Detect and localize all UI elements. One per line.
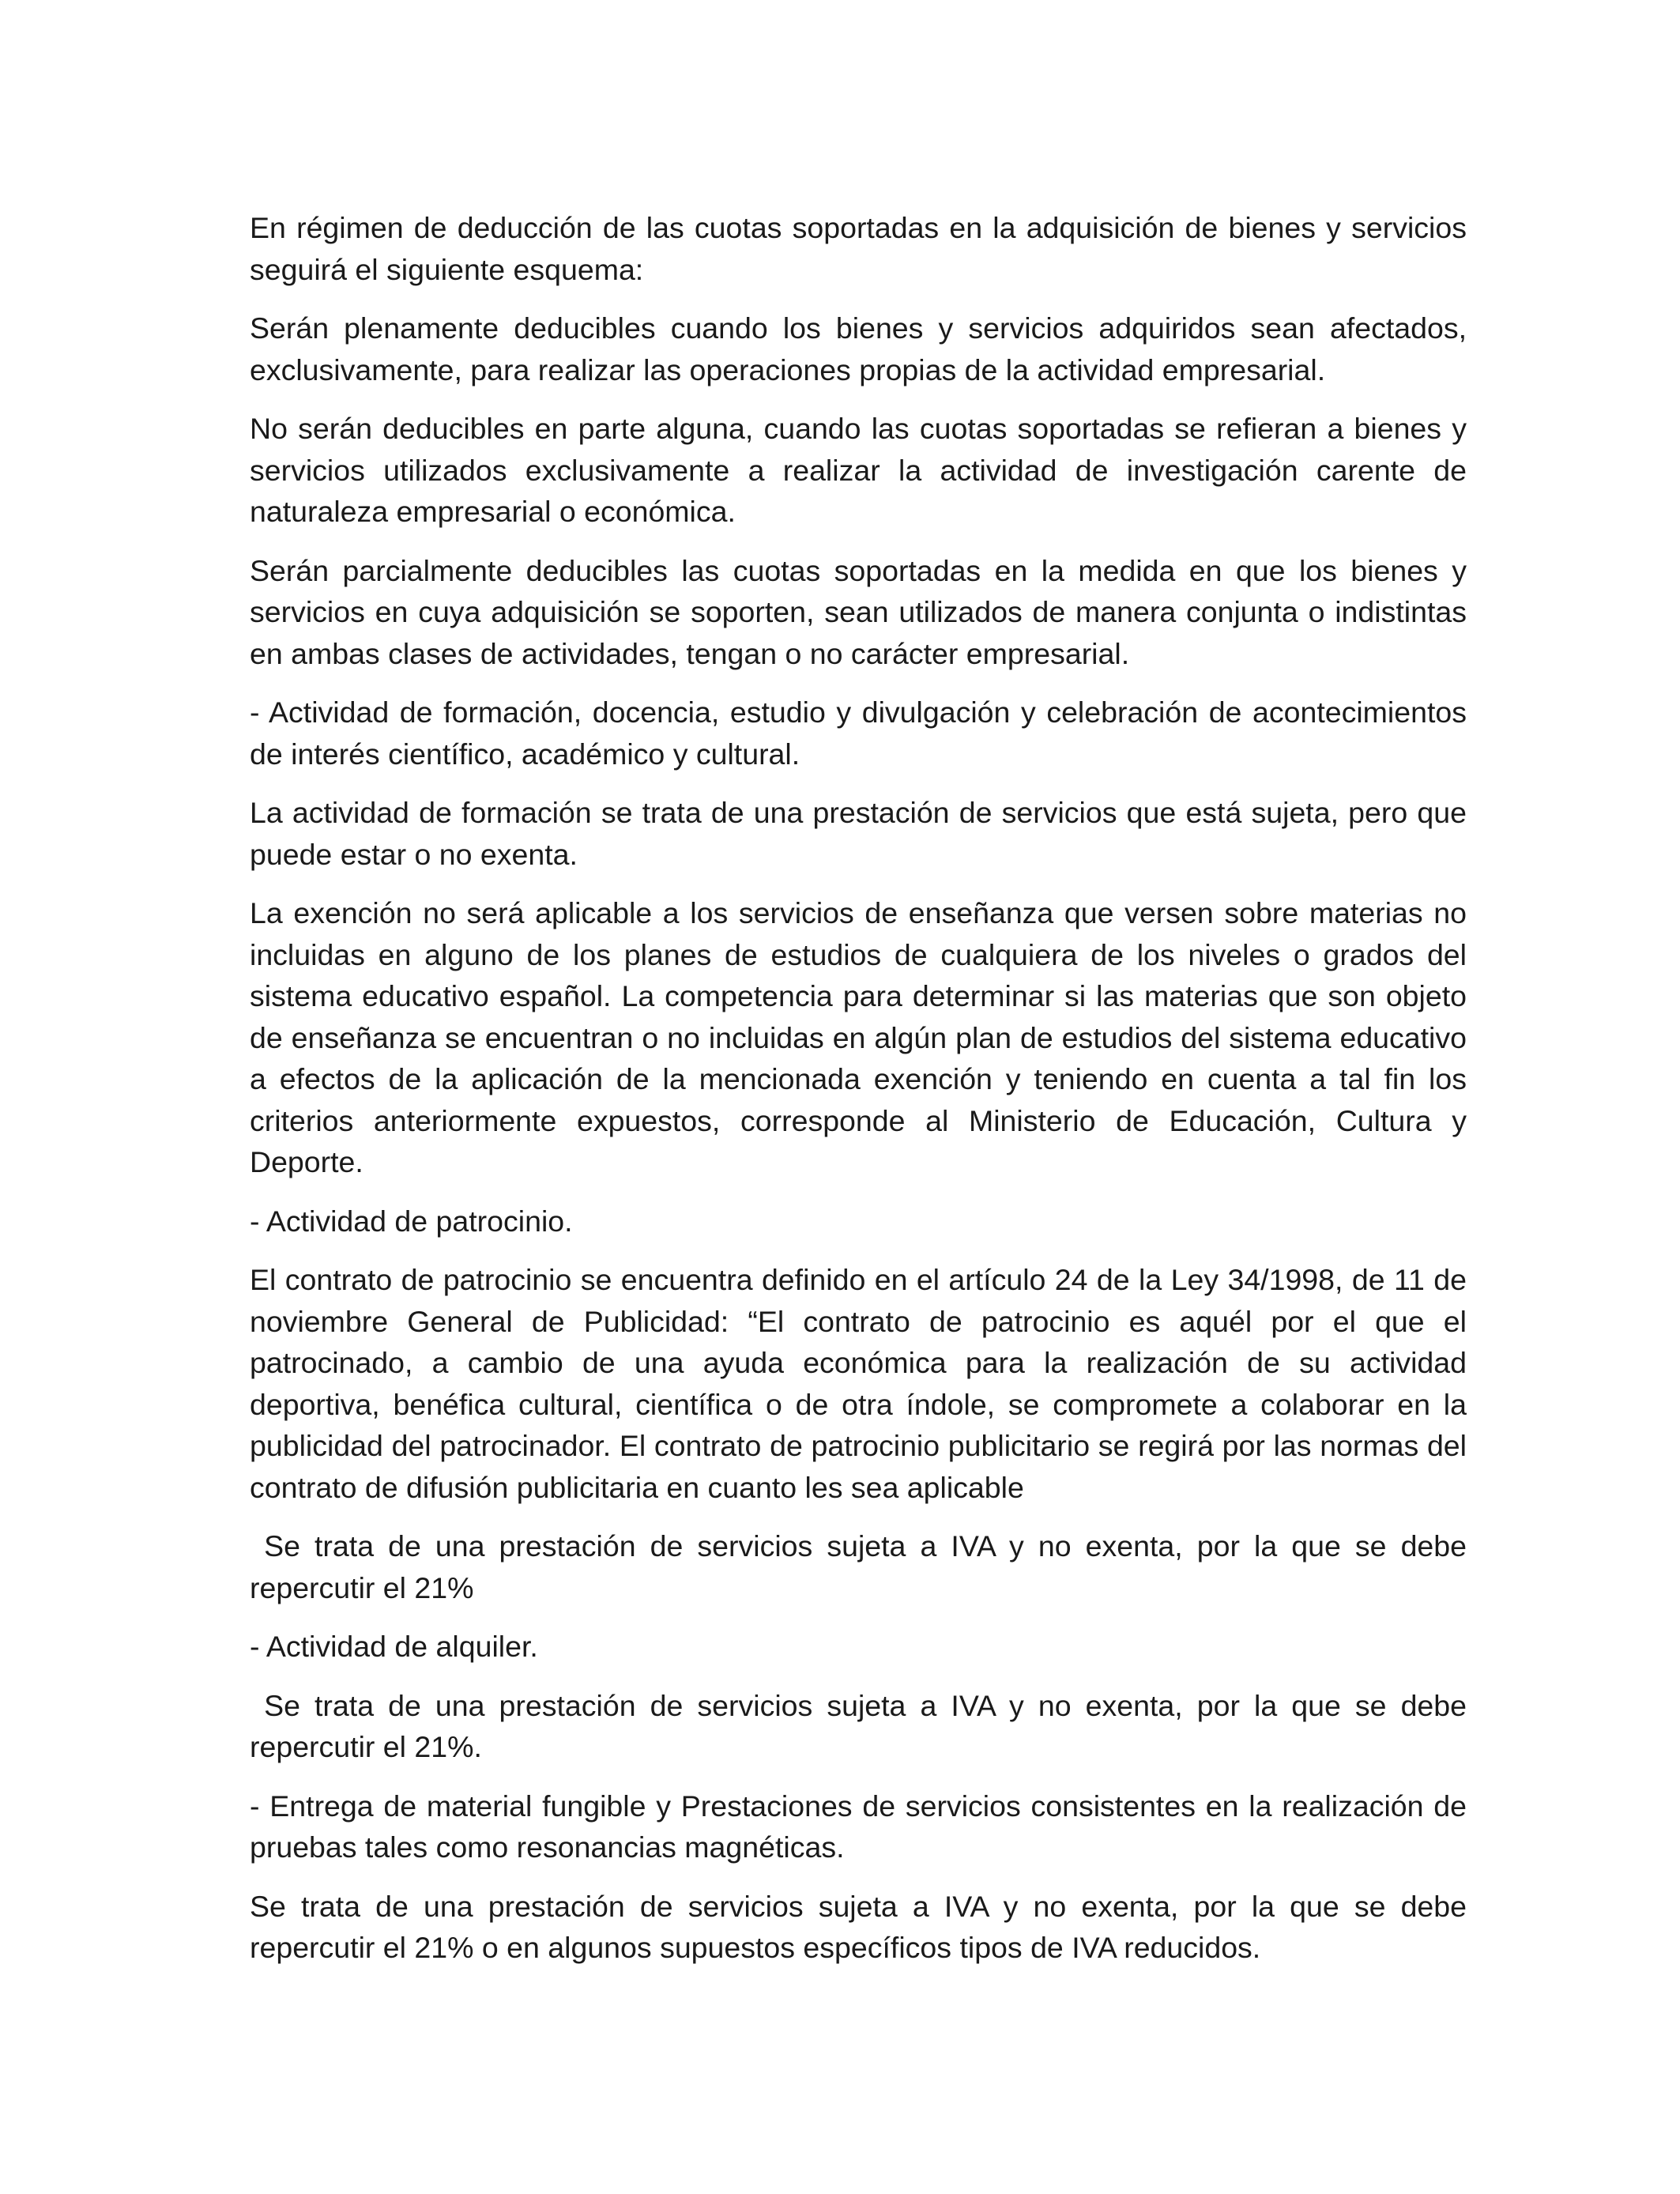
paragraph: Serán plenamente deducibles cuando los bienes y servicios adquiridos sean afectados, exclusivamente, para realizar las operaciones propias de la actividad empresarial. xyxy=(250,311,1467,386)
section-item-material-fungible: - Entrega de material fungible y Prestaciones de servicios consistentes en la realización de pruebas tales como resonancias magnéticas. xyxy=(250,1789,1467,1864)
paragraph: La exención no será aplicable a los servicios de enseñanza que versen sobre materias no incluidas en alguno de los planes de estudios de cualquiera de los niveles o grados del sistema educativo español. La competencia para determinar si las materias que son objeto de enseñanza se encuentran o no incluidas en algún plan de estudios del sistema educativo a efectos de la aplicación de la mencionada exención y teniendo en cuenta a tal fin los criterios anteriormente expuestos, corresponde al Ministerio de Educación, Cultura y Deporte. xyxy=(250,896,1467,1178)
paragraph: La actividad de formación se trata de una prestación de servicios que está sujeta, pero que puede estar o no exenta. xyxy=(250,796,1467,871)
section-item-formacion: - Actividad de formación, docencia, estudio y divulgación y celebración de acontecimientos de interés científico, académico y cultural. xyxy=(250,696,1467,771)
section-item-alquiler: - Actividad de alquiler. xyxy=(250,1630,538,1663)
paragraph: Serán parcialmente deducibles las cuotas soportadas en la medida en que los bienes y servicios en cuya adquisición se soporten, sean utilizados de manera conjunta o indistintas en ambas clases de actividades, tengan o no carácter empresarial. xyxy=(250,553,1467,670)
paragraph: No serán deducibles en parte alguna, cuando las cuotas soportadas se refieran a bienes y servicios utilizados exclusivamente a realizar la actividad de investigación carente de naturaleza empresarial o económica. xyxy=(250,412,1467,528)
paragraph: Se trata de una prestación de servicios sujeta a IVA y no exenta, por la que se debe repercutir el 21%. xyxy=(250,1688,1475,1763)
paragraph: Se trata de una prestación de servicios sujeta a IVA y no exenta, por la que se debe repercutir el 21% xyxy=(250,1529,1475,1604)
paragraph: En régimen de deducción de las cuotas soportadas en la adquisición de bienes y servicios seguirá el siguiente esquema: xyxy=(250,211,1467,286)
paragraph: Se trata de una prestación de servicios sujeta a IVA y no exenta, por la que se debe repercutir el 21% o en algunos supuestos específicos tipos de IVA reducidos. xyxy=(250,1889,1467,1964)
document-body xyxy=(250,207,1475,1986)
paragraph: El contrato de patrocinio se encuentra definido en el artículo 24 de la Ley 34/1998, de 11 de noviembre General de Publicidad: “El contrato de patrocinio es aquél por el que el patrocinado, a cambio de una ayuda económica para la realización de su actividad deportiva, benéfica cultural, científica o de otra índole, se compromete a colaborar en la publicidad del patrocinador. El contrato de patrocinio publicitario se regirá por las normas del contrato de difusión publicitaria en cuanto les sea aplicable xyxy=(250,1263,1467,1504)
section-item-patrocinio: - Actividad de patrocinio. xyxy=(250,1204,573,1238)
